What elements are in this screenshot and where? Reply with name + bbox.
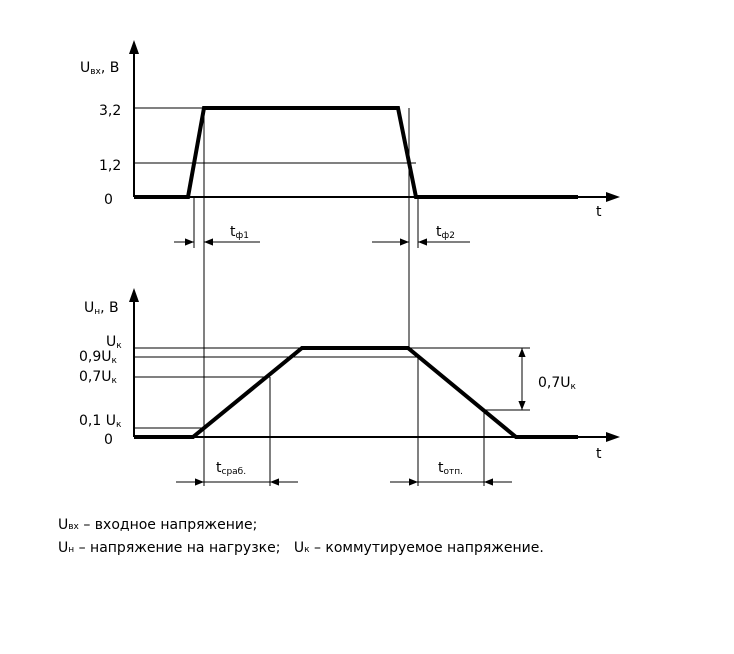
bottom-tick-0-7uk: 0,7Uк: [79, 369, 117, 386]
top-x-axis-arrow: [606, 192, 620, 202]
top-y-axis-arrow: [129, 40, 139, 54]
bottom-tick-uk: Uк: [106, 334, 122, 351]
legend-un-symbol: U: [58, 540, 69, 556]
bottom-x-axis-arrow: [606, 432, 620, 442]
top-y-axis-label: Uвх, В: [80, 60, 120, 77]
legend-uk-symbol: U: [293, 540, 305, 556]
tf1-label: tф1: [230, 224, 249, 241]
amplitude-label: 0,7Uк: [538, 375, 576, 392]
top-tick-3-2: 3,2: [99, 103, 122, 119]
legend-line-2: [58, 540, 544, 556]
legend-uvx-sub: вх: [68, 522, 79, 532]
input-voltage-chart: [80, 40, 620, 486]
load-voltage-chart: [79, 288, 620, 486]
legend-un-text: – напряжение на нагрузке;: [74, 540, 281, 556]
ton-label: tсраб.: [216, 460, 247, 477]
input-waveform: [134, 108, 578, 197]
bottom-tick-0-1uk: 0,1 Uк: [79, 413, 122, 430]
load-waveform: [134, 348, 578, 437]
legend-un-sub: н: [68, 545, 75, 555]
bottom-y-axis-label: Uн, В: [84, 300, 119, 317]
bottom-x-axis-label: t: [596, 446, 602, 462]
bottom-tick-0: 0: [104, 432, 113, 448]
top-tick-0: 0: [104, 192, 113, 208]
bottom-y-axis-arrow: [129, 288, 139, 302]
bottom-tick-0-9uk: 0,9Uк: [79, 349, 117, 366]
legend-uvx-text: – входное напряжение;: [78, 517, 258, 533]
legend-uvx-symbol: U: [58, 517, 69, 533]
legend-uk-text: – коммутируемое напряжение.: [309, 540, 544, 556]
legend-uk-sub: к: [304, 545, 310, 555]
legend-line-1: [58, 517, 257, 533]
toff-label: tотп.: [438, 460, 463, 477]
top-tick-1-2: 1,2: [99, 158, 122, 174]
tf2-label: tф2: [436, 224, 455, 241]
top-x-axis-label: t: [596, 204, 602, 220]
